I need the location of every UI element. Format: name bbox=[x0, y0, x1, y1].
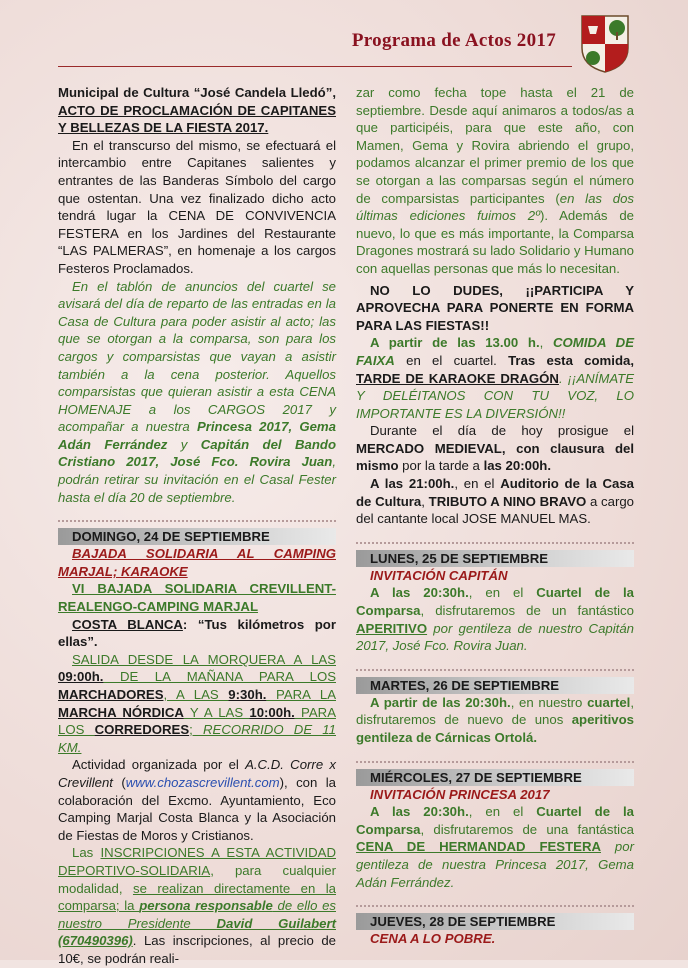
text: ; bbox=[189, 722, 203, 738]
text: zar como fecha tope hasta el 21 de septiembre. Desde aquí animaros a todos/as a que participéis, para que este año, con Mamen, Gema y Rovira abriendo el grupo, podamos alcanzar el primer premio de los que se otorgan a las comparsas según el número de comparsistas participantes ( bbox=[356, 85, 634, 206]
paragraph bbox=[356, 334, 634, 422]
dotted-divider bbox=[58, 520, 336, 522]
paragraph bbox=[58, 616, 336, 651]
text: En el tablón de anuncios del cuartel se avisará del día de reparto de las entradas en la Casa de Cultura para poder asistir al acto; las que se otorgan a la comparsa, son para los cargos y comparsistas que vayan a asistir también a la cena posterior. Aquellos comparsistas que quieran asistir a esta CENA HOMENAJE a los CARGOS 2017 y acompañar a nuestra bbox=[58, 278, 336, 435]
text: A las 20:30h. bbox=[370, 804, 469, 820]
text: , A LAS bbox=[163, 687, 229, 702]
text: PARA LOS bbox=[58, 704, 336, 738]
coat-of-arms-icon bbox=[580, 14, 630, 74]
text: por gentileza de nuestro Capitán 2017, José Fco. Rovira Juan. bbox=[356, 620, 634, 654]
day-header: MIÉRCOLES, 27 DE SEPTIEMBRE bbox=[356, 769, 634, 786]
day-header: MARTES, 26 DE SEPTIEMBRE bbox=[356, 677, 634, 694]
callout: NO LO DUDES, ¡¡PARTICIPA Y APROVECHA PARA PONERTE EN FORMA PARA LAS FIESTAS!! bbox=[356, 282, 634, 333]
text: , con clausura del mismo bbox=[356, 440, 634, 474]
paragraph bbox=[58, 278, 336, 507]
text: . Las inscripciones, al precio de 10€, se podrán reali- bbox=[58, 933, 336, 966]
event-subtitle: INVITACIÓN CAPITÁN bbox=[370, 567, 508, 583]
text: ). Además de nuevo, lo que es más importante, la Comparsa Dragones mostrará su lado Solidario y Humano con aquellas personas que más lo necesitan. bbox=[356, 208, 634, 276]
text: y bbox=[167, 436, 201, 452]
text: persona responsable bbox=[139, 898, 273, 914]
text: ), con la colaboración del Excmo. Ayuntamiento, Eco Camping Marjal Costa Blanca y la Asociación de Fiestas de Moros y Cristianos. bbox=[58, 774, 336, 843]
text: TRIBUTO A NINO BRAVO bbox=[428, 493, 587, 509]
right-column bbox=[356, 84, 634, 948]
paragraph bbox=[356, 584, 634, 654]
event-subtitle: INVITACIÓN PRINCESA 2017 bbox=[370, 786, 550, 802]
paragraph: En el transcurso del mismo, se efectuará el intercambio entre Capitanes salientes y entrantes de las Banderas Símbolo del cargo que ostentan. Una vez finalizado dicho acto tendrá lugar la CENA DE CONVIVENCIA FESTERA en los Jardines del Restaurante “LAS PALMERAS”, en homenaje a los cargos Festeros Proclamados. bbox=[58, 137, 336, 276]
paragraph bbox=[58, 844, 336, 967]
text: , disfrutaremos de nuevo de unos bbox=[356, 694, 635, 728]
text: a cargo del cantante local JOSE MANUEL MAS. bbox=[356, 493, 635, 527]
paragraph bbox=[58, 84, 336, 137]
text: , en el bbox=[454, 476, 501, 492]
dotted-divider bbox=[356, 542, 634, 544]
text: Cuartel de la Comparsa bbox=[356, 585, 634, 619]
text: Y A LAS bbox=[183, 704, 250, 720]
text: INSCRIPCIONES A ESTA ACTIVIDAD DEPORTIVO-SOLIDARIA bbox=[58, 845, 336, 878]
text: A las 20:30h. bbox=[370, 585, 469, 601]
dotted-divider bbox=[356, 905, 634, 907]
paragraph bbox=[356, 803, 634, 891]
text: , en nuestro bbox=[510, 694, 588, 710]
text: Durante el día de hoy prosigue el bbox=[370, 423, 634, 439]
text: , bbox=[421, 493, 429, 509]
text: MARCHA NÓRDICA bbox=[58, 704, 184, 720]
dotted-divider bbox=[356, 669, 634, 671]
text: CENA DE HERMANDAD FESTERA bbox=[356, 839, 601, 855]
text: MERCADO MEDIEVAL bbox=[356, 440, 502, 456]
text: SALIDA DESDE LA MORQUERA A LAS bbox=[72, 651, 336, 667]
text: : “Tus kilómetros por ellas”. bbox=[58, 616, 336, 650]
paragraph bbox=[356, 475, 634, 528]
text: David Guilabert (670490396) bbox=[58, 915, 336, 949]
text: en las dos últimas ediciones fuimos 2º bbox=[356, 190, 634, 224]
text: Capitán del Bando Cristiano 2017, José Fco. Rovira Juan bbox=[58, 436, 337, 470]
text: A.C.D. Corre x Crevillent bbox=[58, 757, 336, 790]
text: en el cuartel. bbox=[394, 352, 509, 368]
text: , disfrutaremos de un fantástico bbox=[420, 603, 634, 619]
paragraph bbox=[356, 422, 634, 475]
text: Princesa 2017, Gema Adán Ferrández bbox=[58, 419, 336, 452]
text: ACTO DE PROCLAMACIÓN DE CAPITANES Y BELLEZAS DE LA FIESTA 2017. bbox=[58, 102, 336, 136]
text: CORREDORES bbox=[94, 722, 190, 738]
page-title: Programa de Actos 2017 bbox=[351, 30, 556, 51]
text: Tras esta comida, bbox=[508, 352, 635, 368]
text: de ello es nuestro Presidente bbox=[58, 898, 336, 931]
text: se realizan directamente en la comparsa; la bbox=[58, 880, 337, 914]
text: 9:30h. bbox=[228, 687, 267, 702]
text: las 20:00h. bbox=[483, 458, 552, 474]
text: PARA LA bbox=[266, 687, 336, 702]
event-subtitle: BAJADA SOLIDARIA AL CAMPING MARJAL; KARAOKE bbox=[58, 546, 336, 579]
paragraph bbox=[356, 694, 634, 747]
text: ( bbox=[112, 774, 126, 790]
text: A partir de las 13.00 h. bbox=[370, 335, 540, 351]
left-column bbox=[58, 84, 336, 968]
text: , en el bbox=[468, 585, 537, 601]
text: TARDE DE KARAOKE DRAGÓN bbox=[356, 370, 559, 386]
day-header: JUEVES, 28 DE SEPTIEMBRE bbox=[356, 913, 634, 930]
dotted-divider bbox=[356, 761, 634, 763]
text: 10:00h. bbox=[249, 704, 295, 720]
paragraph bbox=[58, 756, 336, 844]
text: A las 21:00h. bbox=[370, 476, 455, 492]
text: aperitivos gentileza de Cárnicas Ortolá. bbox=[356, 712, 634, 745]
text: Las bbox=[72, 845, 101, 861]
text: , disfrutaremos de una fantástica bbox=[420, 821, 634, 837]
text: Auditorio de la Casa de Cultura bbox=[356, 476, 634, 509]
text: , podrán retirar su invitación en el Casal Fester hasta el día 20 de septiembre. bbox=[58, 454, 336, 505]
text: MARCHADORES bbox=[58, 687, 164, 702]
event-title: VI BAJADA SOLIDARIA CREVILLENT-REALENGO-CAMPING MARJAL bbox=[58, 581, 336, 615]
text: COSTA BLANCA bbox=[72, 616, 183, 632]
text: Municipal de Cultura “José Candela Lledó”, bbox=[58, 85, 336, 100]
paragraph bbox=[58, 651, 336, 757]
text: APERITIVO bbox=[356, 620, 428, 636]
text: 09:00h. bbox=[58, 669, 104, 685]
text: , en el bbox=[468, 804, 537, 820]
text: por la tarde a bbox=[398, 458, 484, 474]
text: A partir de las 20:30h. bbox=[370, 694, 511, 710]
event-subtitle: CENA A LO POBRE. bbox=[370, 931, 496, 947]
text: por gentileza de nuestra Princesa 2017, Gema Adán Ferrández. bbox=[356, 839, 634, 890]
text: COMIDA DE FAIXA bbox=[356, 335, 634, 368]
day-header: LUNES, 25 DE SEPTIEMBRE bbox=[356, 550, 634, 567]
website-link[interactable]: www.chozascrevillent.com bbox=[125, 774, 280, 790]
text: , para cualquier modalidad, bbox=[58, 862, 336, 896]
header-divider bbox=[58, 66, 572, 67]
text: , bbox=[539, 335, 553, 351]
text: DE LA MAÑANA PARA LOS bbox=[103, 669, 336, 685]
text: RECORRIDO DE 11 KM. bbox=[58, 722, 336, 755]
paragraph bbox=[356, 84, 634, 278]
text: cuartel bbox=[587, 694, 631, 710]
text: Cuartel de la Comparsa bbox=[356, 804, 634, 837]
day-header: DOMINGO, 24 DE SEPTIEMBRE bbox=[58, 528, 336, 545]
text: Actividad organizada por el bbox=[72, 757, 246, 773]
text: . ¡¡ANÍMATE Y DELÉITANOS CON TU VOZ, LO IMPORTANTE ES LA DIVERSIÓN!! bbox=[356, 370, 634, 421]
